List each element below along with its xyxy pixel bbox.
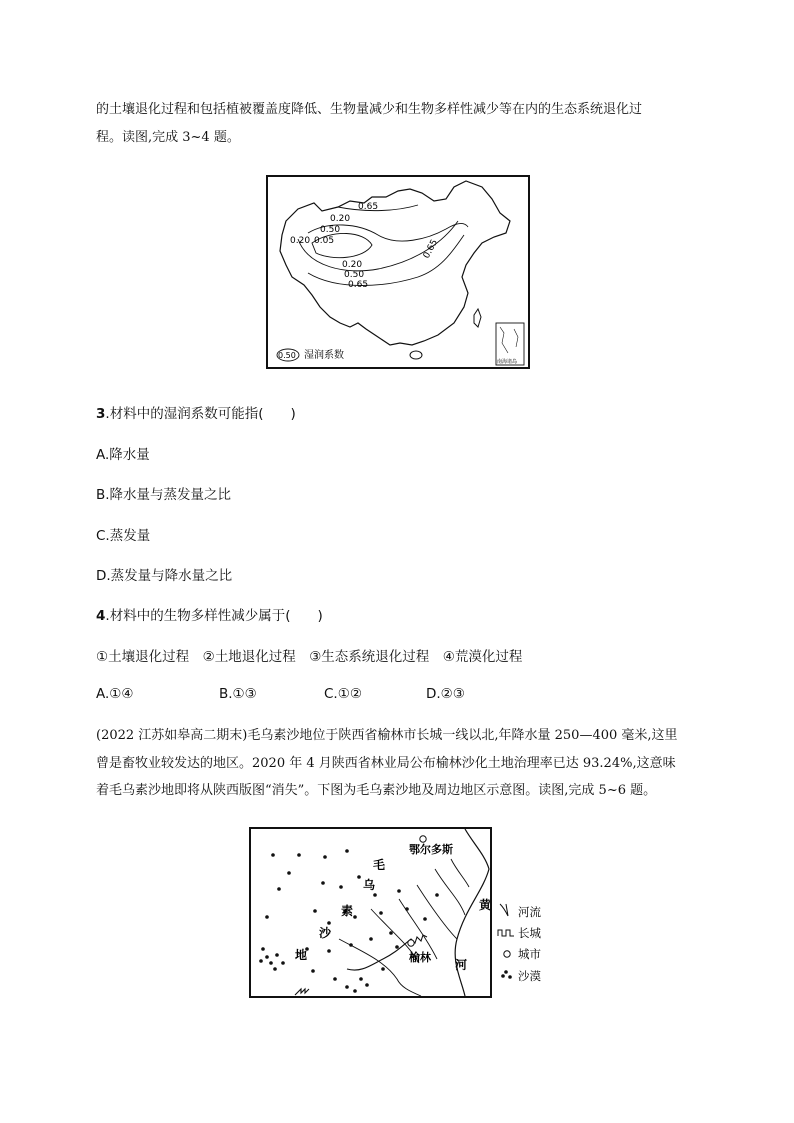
- contour-label: 0.50: [320, 225, 341, 235]
- q3-option-d[interactable]: D.蒸发量与降水量之比: [96, 568, 233, 584]
- label-su: 素: [341, 904, 354, 918]
- wall-legend-icon: [498, 930, 514, 936]
- q3-option-a[interactable]: A.降水量: [96, 447, 150, 463]
- contour-label: 0.20: [342, 260, 363, 270]
- contour-label: 0.65: [421, 238, 441, 261]
- label-sha: 沙: [319, 926, 332, 940]
- desert-dots: [259, 849, 439, 993]
- muus-map-svg: [251, 829, 490, 996]
- q4-option-d[interactable]: D.②③: [426, 686, 465, 702]
- q4-option-a[interactable]: A.①④: [96, 686, 134, 702]
- legend-label: 湿润系数: [304, 350, 344, 361]
- contour-label: 0.65: [358, 202, 379, 212]
- q4-option-c[interactable]: C.①②: [324, 686, 362, 702]
- hainan-island: [410, 351, 422, 359]
- label-huang: 黄: [479, 898, 490, 912]
- river-legend-icon: [500, 904, 508, 916]
- china-outline: [280, 181, 510, 345]
- legend-river: 河流: [518, 905, 541, 919]
- passage-line-3: 着毛乌素沙地即将从陕西版图“消失”。下图为毛乌素沙地及周边地区示意图。读图,完成 5~6 题。: [96, 783, 657, 798]
- contour-label: 0.20: [290, 236, 311, 246]
- inset-label: 南海诸岛: [497, 359, 518, 365]
- intro-line-1: 的土壤退化过程和包括植被覆盖度降低、生物量减少和生物多样性减少等在内的生态系统退化过: [96, 102, 643, 117]
- humidity-map-svg: [268, 177, 528, 367]
- q3-option-b[interactable]: B.降水量与蒸发量之比: [96, 487, 232, 503]
- question-number: 4: [96, 608, 106, 624]
- label-wu: 乌: [363, 878, 376, 892]
- city-ordos: [420, 836, 426, 842]
- great-wall: [295, 935, 427, 995]
- label-yulin: 榆林: [409, 951, 431, 964]
- humidity-map: [266, 175, 530, 369]
- question-number: 3: [96, 406, 106, 422]
- legend-wall: 长城: [518, 926, 541, 940]
- contour-label: 0.65: [348, 280, 369, 290]
- question-3: [96, 402, 296, 422]
- contour-label: 0.05: [314, 236, 335, 246]
- label-ordos: 鄂尔多斯: [409, 843, 453, 856]
- legend-desert: 沙漠: [518, 969, 541, 983]
- passage-line-2: 曾是畜牧业较发达的地区。2020 年 4 月陕西省林业局公布榆林沙化土地治理率已达 93.24%,这意味: [96, 756, 676, 771]
- passage-line-1: (2022 江苏如皋高二期末)毛乌素沙地位于陕西省榆林市长城一线以北,年降水量 250—400 毫米,这里: [96, 728, 678, 743]
- q3-option-c[interactable]: C.蒸发量: [96, 528, 151, 544]
- contour-label: 0.20: [330, 214, 351, 224]
- label-he: 河: [455, 958, 468, 972]
- legend-city: 城市: [518, 947, 541, 961]
- label-mao: 毛: [373, 858, 386, 872]
- question-stem: .材料中的生物多样性减少属于( ): [105, 608, 323, 624]
- city-legend-icon: [504, 951, 510, 957]
- label-di: 地: [295, 948, 308, 962]
- muus-map: [249, 827, 492, 998]
- muus-map-legend: [496, 900, 570, 984]
- city-yulin: [408, 940, 414, 946]
- legend-value: 0.50: [278, 351, 296, 360]
- q4-option-b[interactable]: B.①③: [219, 686, 257, 702]
- desert-legend-icon: [501, 974, 505, 978]
- contour-label: 0.50: [344, 270, 365, 280]
- q4-statements: ①土壤退化过程 ②土地退化过程 ③生态系统退化过程 ④荒漠化过程: [96, 649, 523, 665]
- intro-line-2: 程。读图,完成 3~4 题。: [96, 130, 240, 145]
- question-stem: .材料中的湿润系数可能指( ): [105, 406, 296, 422]
- question-4: [96, 604, 323, 624]
- taiwan-island: [474, 309, 481, 327]
